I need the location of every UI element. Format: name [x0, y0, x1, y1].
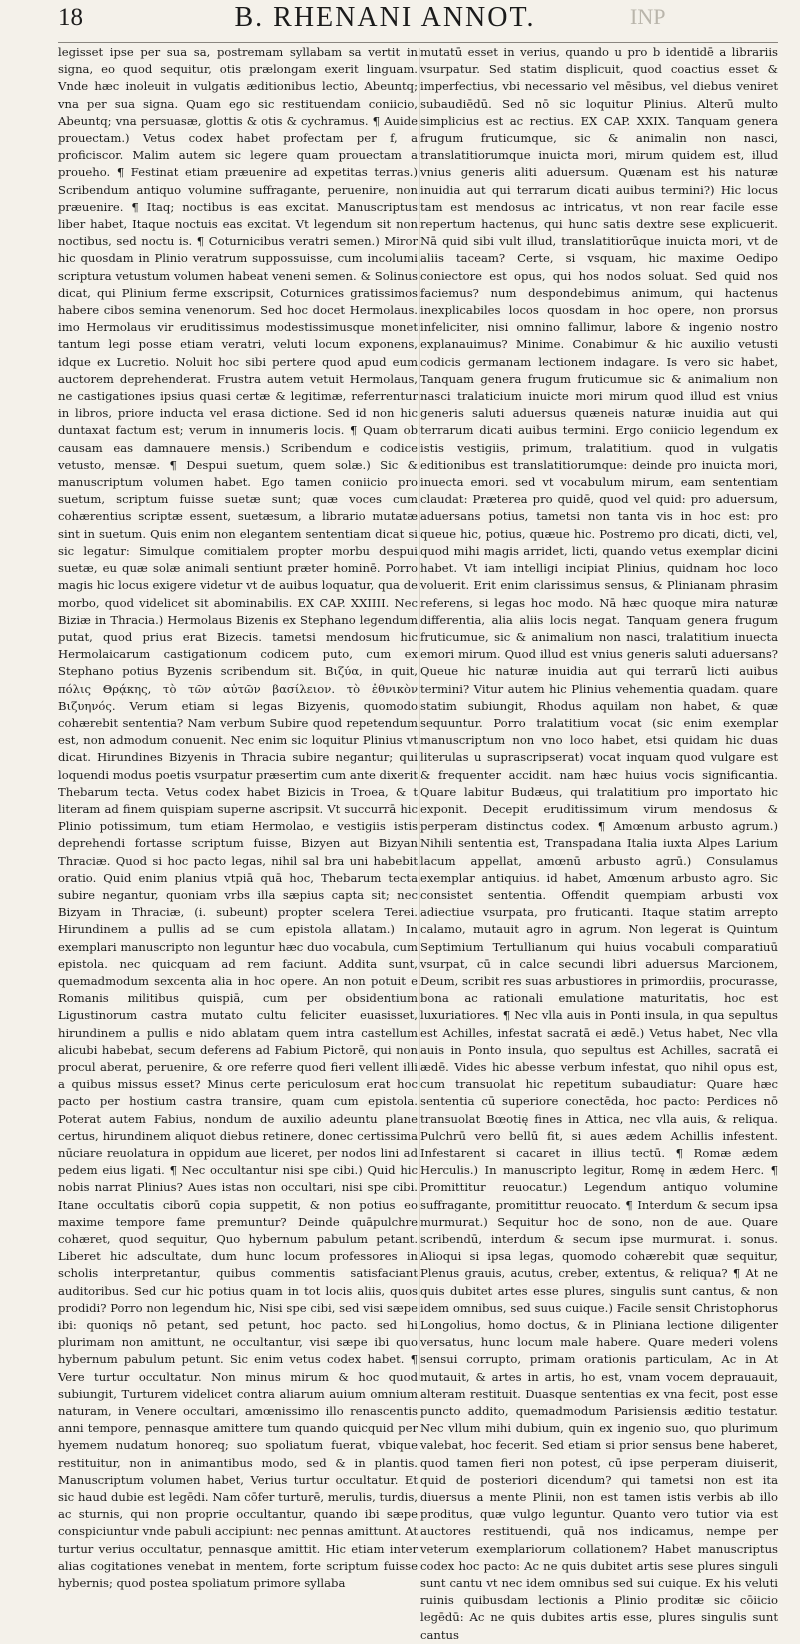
- right-column: [420, 44, 778, 1642]
- left-column: [58, 44, 418, 1591]
- running-head: [0, 0, 800, 44]
- bleed-through-text: INP: [630, 4, 666, 29]
- page-number: 18: [58, 4, 83, 31]
- running-title: B. RHENANI ANNOT.: [234, 2, 536, 33]
- left-column-text: legisset ipse per sua sa, postremam syllabam sa vertit in signa, eo quod sequitur, otis prælongam exerit linguam. Vnde hæc inoleuit in vulgatis æditionibus lectio, Abeuntq; vna per sua signa. Quam ego sic restituendam coniicio, Abeuntq; vna persuasæ, glottis & otis & cychramus. ¶ Auide prouectam.) Vetus codex habet profectam per f, a proficiscor. Malim autem sic legere quam prouectam a proueho. ¶ Festinat etiam præuenire ad expetitas terras.) Scribendum antiquo volumine suffragante, peruenire, non præuenire. ¶ Itaq; noctibus is eas excitat. Manuscriptus liber habet, Itaque noctuis eas excitat. Vt legendum sit non noctibus, sed noctu is. ¶ Coturnicibus veratri semen.) Miror hic quosdam in Plinio veratrum suppossuisse, cum incolumi scriptura vetustum volumen habeat veneni semen. & Solinus dicat, qui Plinium ferme exscripsit, Coturnices gratissimos habere cibos semina venenorum. Sed hoc docet Hermolaus. imo Hermolaus vir eruditissimus modestissimusque monet tantum legi posse etiam veratri, veluti locum exponens, idque ex Lucretio. Noluit hoc sibi pertere quod apud eum auctorem deprehenderat. Frustra autem vetuit Hermolaus, ne castigationes ipsius quasi certæ & legitimæ, referrentur in libros, priore inducta vel erasa dictione. Sed id non hic duntaxat factum est; verum in innumeris locis. ¶ Quam ob causam eas damnauere mensis.) Scribendum e codice vetusto, mensæ. ¶ Despui suetum, quem solæ.) Sic & manuscriptum volumen habet. Ego tamen coniicio pro suetum, scriptum fuisse suetæ sunt; quæ voces cum cohærentius scriptæ essent, suetæsum, a librario mutatæ sint in suetum. Quis enim non elegantem sententiam dicat si sic legatur: Simulque comitialem propter morbu despui suetæ, eu quæ solæ animali sentiunt præter hominē. Porro magis hic locus exigere videtur vt de auibus loquatur, qua de morbo, quod videlicet sit abominabilis. EX CAP. XXIIII. Nec Biziæ in Thracia.) Hermolaus Bizenis ex Stephano legendum putat, quod prius erat Bizecis. tametsi mendosum hic Hermolaicarum castigationum codicem puto, cum ex Stephano potius Byzenis scribendum sit. Βιζύα, in quit, πόλις Θρᾴκης, τὸ τῶν αὐτῶν βασίλειον. τὸ ἐθνικὸν Βιζυηνός. Verum etiam si legas Bizyenis, quomodo cohærebit sententia? Nam verbum Subire quod repetendum est, non admodum conuenit. Nec enim sic loquitur Plinius vt dicat. Hirundines Bizyenis in Thracia subire negantur; qui loquendi modus poetis vsurpatur præsertim cum ante dixerit Thebarum tecta. Vetus codex habet Bizicis in Troea, & t literam ad finem quispiam superne ascripsit. Vt succurrā hic Plinio potissimum, tum etiam Hermolao, e vestigiis istis deprehendi fortasse scriptum fuisse, Bizyen aut Bizyan Thraciæ. Quod si hoc pacto legas, nihil sal bra uni habebit oratio. Quid enim planius vtpiā quā hoc, Thebarum tecta subire negantur, quoniam vrbs illa sæpius capta sit; nec Bizyam in Thraciæ, (i. subeunt) propter scelera Terei. Hirundinem a pullis ad se cum epistola allatam.) In exemplari manuscripto non leguntur hæc duo vocabula, cum epistola. nec quicquam ad rem faciunt. Addita sunt, quemadmodum sexcenta alia in hoc opere. An non potuit e Romanis militibus quispiā, cum per obsidentium Ligustinorum castra mutato cultu feliciter euasisset, hirundinem a pullis e nido ablatam quem intra castellum alicubi habebat, secum deferens ad Fabium Pictorē, qui non procul aberat, peruenire, & ore referre quod fieri vellent illi a quibus missus esset? Minus certe periculosum erat hoc pacto per hostium castra transire, quam cum epistola. Poterat autem Fabius, nondum de auxilio adeuntu plane certus, hirundinem aliquot diebus retinere, donec certissima nūciare reuolatura in oppidum aue liceret, per nodos lini ad pedem eius ligati. ¶ Nec occultantur nisi spe cibi.) Quid hic nobis narrat Plinius? Aues istas non occultari, nisi spe cibi. Itane occultatis ciborū copia suppetit, & non potius eo maxime tempore fame premuntur? Deinde quāpulchre cohæret, quod sequitur, Quo hybernum pabulum petant. Liberet hic adscultate, dum hunc locum professores in scholis interpretantur, quibus commentis satisfaciant auditoribus. Sed cur hic potius quam in tot locis aliis, quos prodidi? Porro non legendum hic, Nisi spe cibi, sed visi sæpe ibi: quoniqs nō petant, sed petunt, hoc pacto. sed hi plurimam non amittunt, ne occultantur, visi sæpe ibi quo hybernum pabulum petunt. Sic enim vetus codex habet. ¶ Vere turtur occultatur. Non minus mirum & hoc quod subiungit, Turturem videlicet contra aliarum auium omnium naturam, in Venere occultari, amœnissimo illo renascentis anni tempore, pennasque amittere tum quando quicquid per hyemem nudatum honoreq; suo spoliatum fuerat, vbique restituitur, non in animantibus modo, sed & in plantis. Manuscriptum volumen habet, Verius turtur occultatur. Et sic haud dubie est legēdi. Nam cōfer turturē, merulis, turdis, ac sturnis, qui non proprie occultantur, quando ibi sæpe conspiciuntur vnde pabuli accipiunt: nec pennas amittunt. At turtur verius occultatur, pennasque amittit. Hic etiam inter alias cogitationes venebat in mentem, forte scriptum fuisse hybernis; quod postea spoliatum primore syllaba: [58, 45, 418, 1591]
- right-column-text: mutatū esset in verius, quando u pro b identidē a librariis vsurpatur. Sed statim displicuit, quod coactius esset & imperfectius, vbi necessario vel mēsibus, vel diebus veniret subaudiēdū. Sed nō sic loquitur Plinius. Alterū multo simplicius est ac rectius. EX CAP. XXIX. Tanquam genera frugum fruticumque, sic & animalin non nasci, translatitiorumque inuicta mori, mirum quidem est, illud vnius generis aliti aduersum. Quænam est his naturæ inuidia aut qui terrarum dicati auibus termini?) Hic locus tam est mendosus ac intricatus, vt non rear facile esse repertum hactenus, qui hunc satis dextre sese explicuerit. Nā quid sibi vult illud, translatitiorūque inuicta mori, vt de aliis taceam? Certe, si vsquam, hic maxime Oedipo coniectore est opus, qui hos nodos soluat. Sed quid nos faciemus? num despondebimus animum, qui hactenus inexplicabiles locos quosdam in hoc opere, non prorsus infeliciter, nisi omnino fallimur, labore & ingenio nostro explanauimus? Minime. Conabimur & hic auxilio vetusti codicis germanam lectionem indagare. Is vero sic habet, Tanquam genera frugum fruticumue sic & animalium non nasci tralaticium inuicte mori mirum quod illud est vnius generis saluti aduersus quæneis naturæ inuidia aut qui terrarum dicati auibus termini. Ergo coniicio legendum ex istis vestigiis, primum, tralatitium. quod in vulgatis editionibus est translatitiorumque: deinde pro inuicta mori, inuecta emori. sed vt vocabulum mirum, eam sententiam claudat: Præterea pro quidē, quod vel quid: pro aduersum, aduersans potius, tametsi non tanta vis in hoc est: pro queue hic, potius, quæue hic. Postremo pro dicati, dicti, vel, quod mihi magis arridet, licti, quando vetus exemplar dicini habet. Vt iam intelligi incipiat Plinius, quidnam hoc loco voluerit. Erit enim clarissimus sensus, & Plinianam phrasim referens, si legas hoc modo. Nā hæc quoque mira naturæ differentia, alia aliis locis negat. Tanquam genera frugum fruticumue, sic & animalium non nasci, tralatitium inuecta emori mirum. Quod illud est vnius generis saluti aduersans? Queue hic naturæ inuidia aut qui terrarū licti auibus termini? Vitur autem hic Plinius vehementia quadam. quare statim subiungit, Rhodus aquilam non habet, & quæ sequuntur. Porro tralatitium vocat (sic enim exemplar manuscriptum non vno loco habet, etsi quidam hic duas literulas u suprascripserat) vocat inquam quod vulgare est & frequenter accidit. nam hæc huius vocis significantia. Quare labitur Budæus, qui tralatitium pro importato hic exponit. Decepit eruditissimum virum mendosus & perperam distinctus codex. ¶ Amœnum arbusto agrum.) Nihili sententia est, Transpadana Italia iuxta Alpes Larium lacum appellat, amœnū arbusto agrū.) Consulamus exemplar antiquius. id habet, Amœnum arbusto agro. Sic consistet sententia. Offendit quempiam arbusti vox adiectiue vsurpata, pro fruticanti. Itaque statim arrepto calamo, mutauit agro in agrum. Non legerat is Quintum Septimium Tertullianum qui huius vocabuli comparatiuū vsurpat, cū in calce secundi libri aduersus Marcionem, Deum, scribit res suas arbustiores in primordiis, procurasse, bona ac rationali emulatione maturitatis, hoc est luxuriatiores. ¶ Nec vlla auis in Ponti insula, in qua sepultus est Achilles, infestat sacratā ei ædē.) Vetus habet, Nec vlla auis in Ponto insula, quo sepultus est Achilles, sacratā ei ædē. Vides hic abesse verbum infestat, quo nihil opus est, cum transuolat hic repetitum subaudiatur: Quare hæc sententia cū superiore conectēda, hoc pacto: Perdices nō transuolat Bœotię fines in Attica, nec vlla auis, & reliqua. Pulchrū vero bellū fit, si aues ædem Achillis infestent. Infestarent si cacaret in illius tectū. ¶ Romæ ædem Herculis.) In manuscripto legitur, Romę in ædem Herc. ¶ Promittitur reuocatur.) Legendum antiquo volumine suffragante, promitittur reuocato. ¶ Interdum & secum ipsa murmurat.) Sequitur hoc de sono, non de aue. Quare scribendū, interdum & secum ipse murmurat. i. sonus. Alioqui si ipsa legas, quomodo cohærebit quæ sequitur, Plenus grauis, acutus, creber, extentus, & reliqua? ¶ At ne quis dubitet artes esse plures, singulis sunt cantus, & non idem omnibus, sed suus cuique.) Facile sensit Christophorus Longolius, homo doctus, & in Pliniana lectione diligenter versatus, hunc locum male habere. Quare mederi volens sensui corrupto, primam orationis particulam, Ac in At mutauit, & artes in artis, ho est, vnam vocem deprauauit, alteram restituit. Duasque sententias ex vna fecit, post esse puncto addito, quemadmodum Parisiensis æditio testatur. Nec vllum mihi dubium, quin ex ingenio suo, quo plurimum valebat, hoc fecerit. Sed etiam si prior sensus bene haberet, quod tamen fieri non potest, cū ipse perperam diuiserit, quid de posteriori dicendum? qui tametsi non est ita diuersus a mente Plinii, non est tamen istis verbis ab illo proditus, quæ vulgo leguntur. Quanto vero tutior via est auctores restituendi, quā nos indicamus, nempe per veterum exemplariorum collationem? Habet manuscriptus codex hoc pacto: Ac ne quis dubitet artis sese plures singuli sunt cantu vt nec idem omnibus sed sui cuique. Ex his veluti ruinis quibusdam lectionis a Plinio proditæ sic cōiicio legēdū: Ac ne quis dubites artis esse, plures singulis sunt cantus: [420, 45, 778, 1642]
- header-rule: [58, 42, 778, 43]
